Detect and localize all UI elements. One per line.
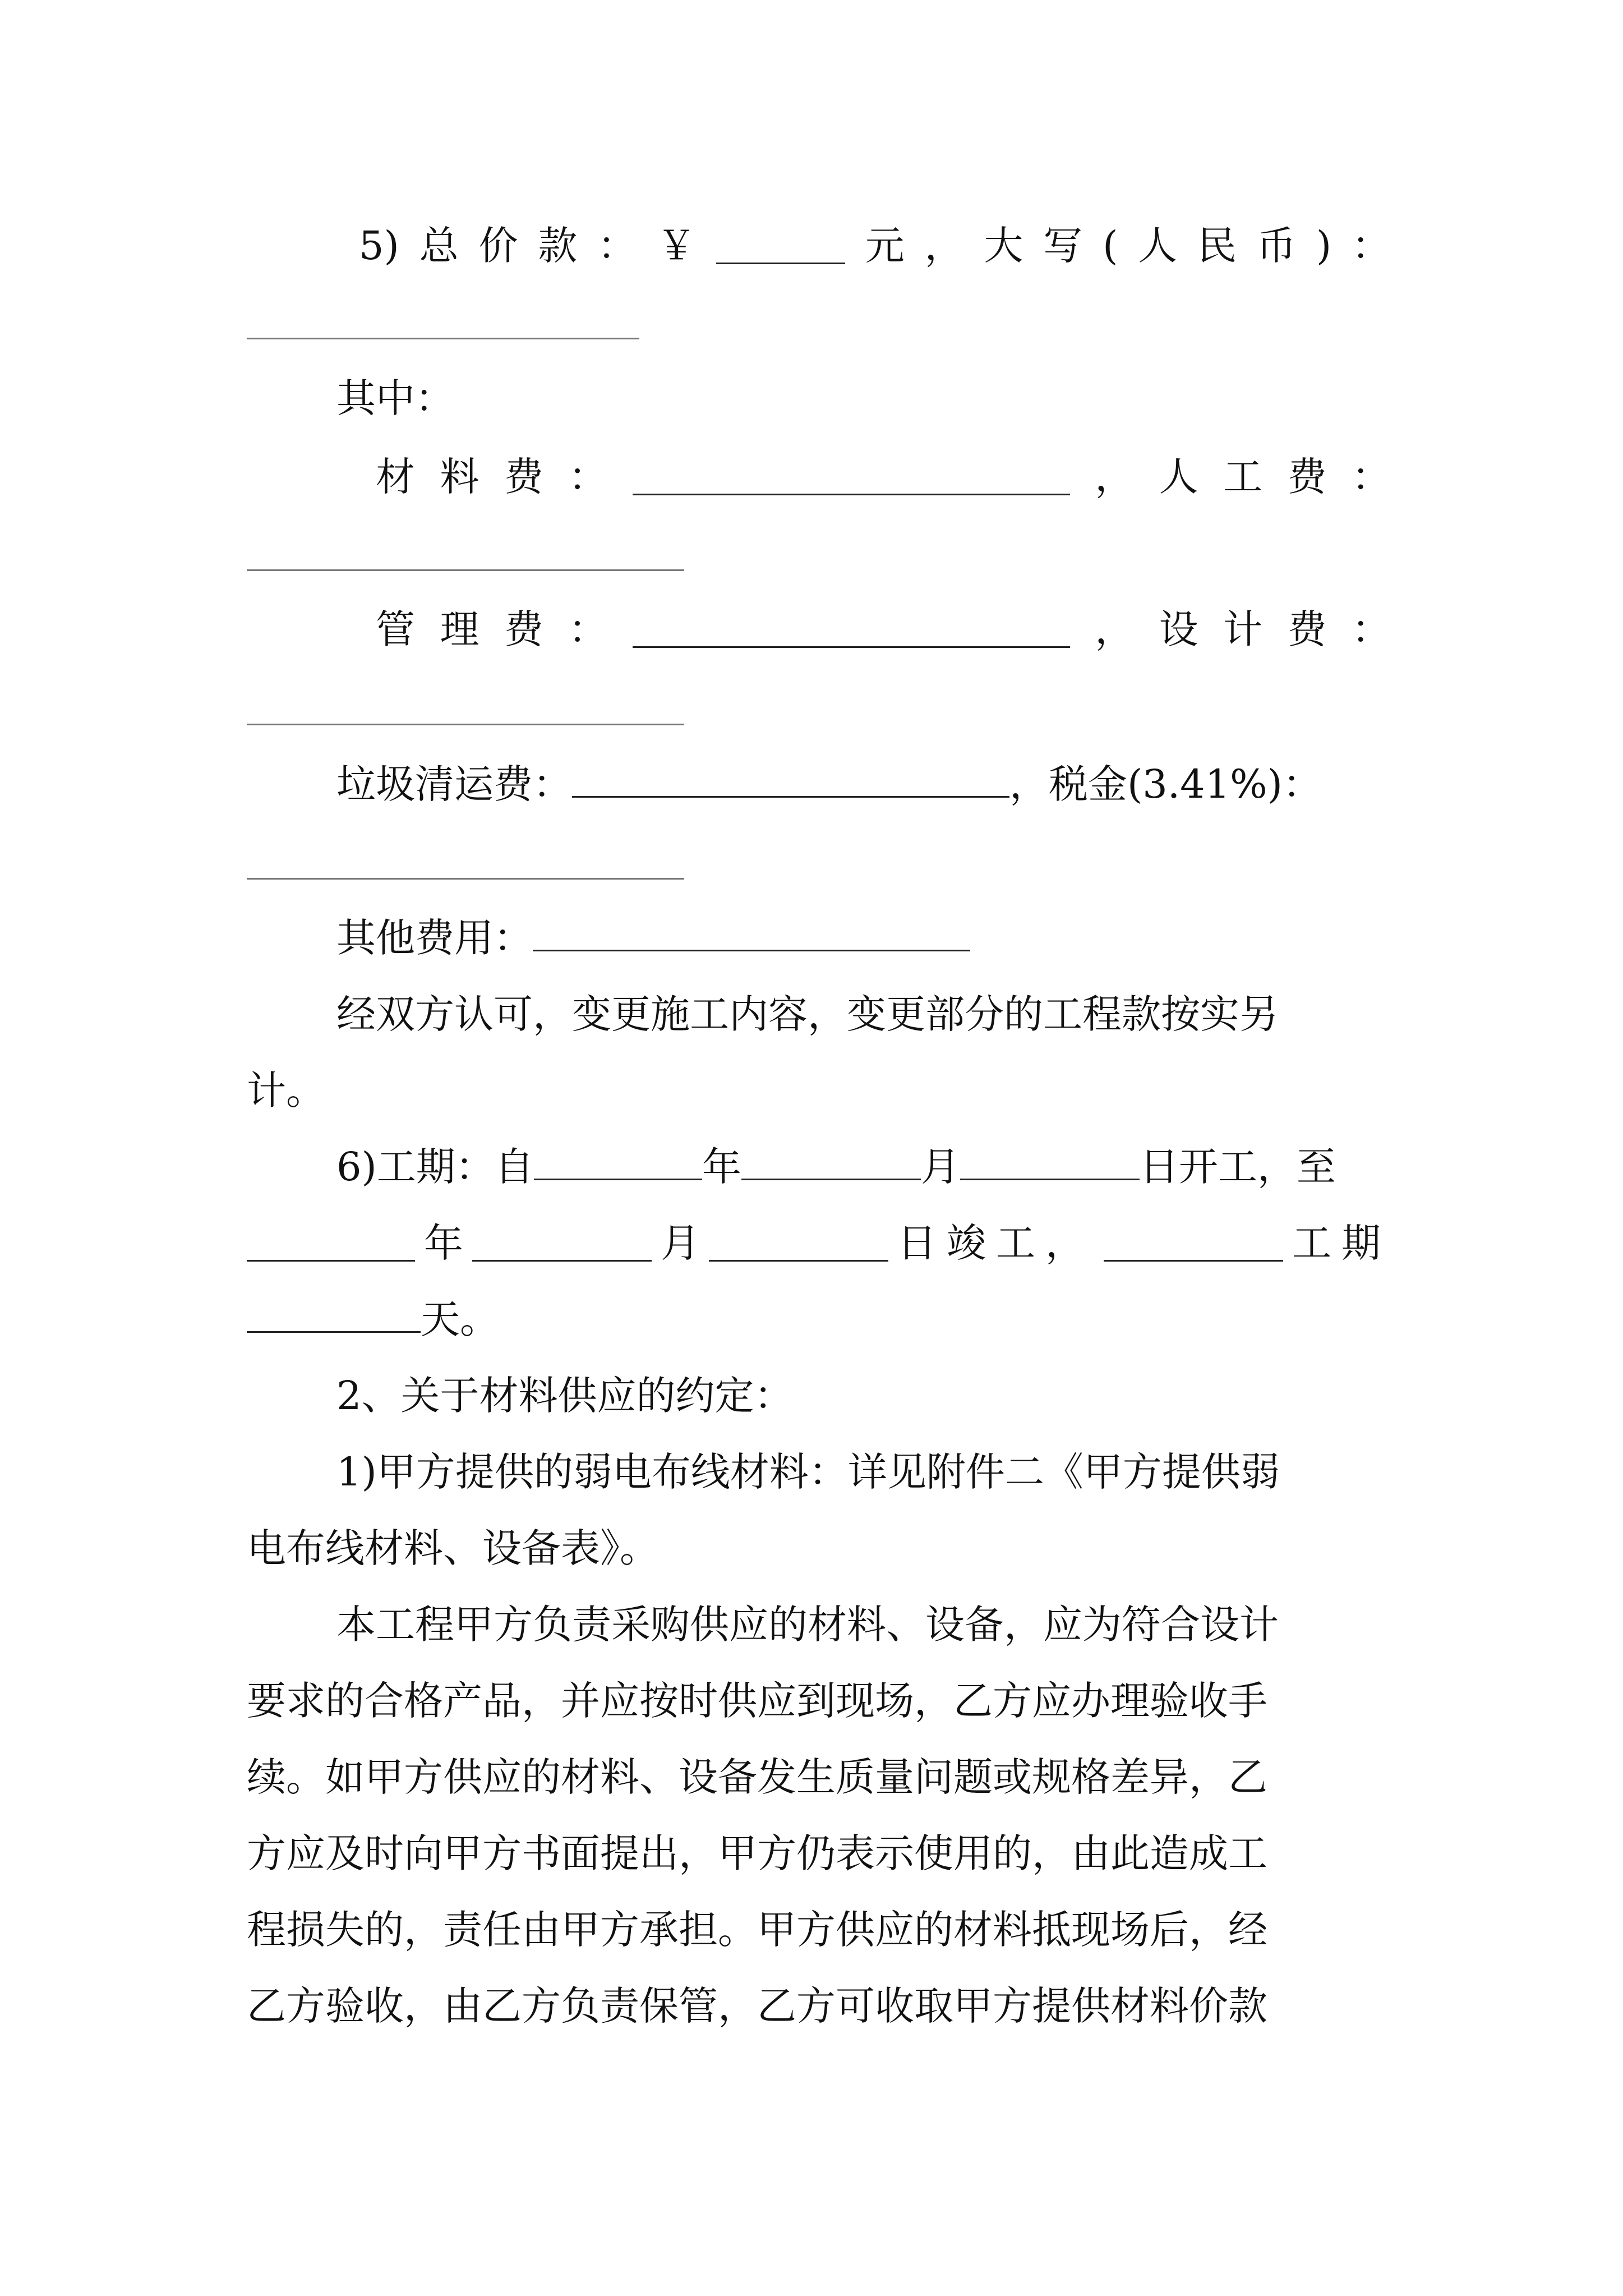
labor-fee-blank[interactable] (247, 569, 684, 571)
management-fee-blank[interactable] (633, 611, 1070, 648)
other-fees-blank[interactable] (533, 915, 970, 951)
material-labor-line: 材 料 费 ： ， 人 工 费 ： (376, 454, 1391, 500)
design-fee-blank[interactable] (247, 724, 684, 725)
item1-line2: 电布线材料、设备表》。 (247, 1525, 659, 1571)
start-day-blank[interactable] (960, 1144, 1140, 1180)
tax-blank[interactable] (247, 878, 684, 880)
garbage-fee-label: 垃圾清运费： (336, 761, 572, 807)
item-number: 5) (359, 223, 399, 269)
other-fees-line (336, 904, 1391, 972)
tax-label: ，税金(3.41%)： (1009, 761, 1322, 807)
para-line3: 续。如甲方供应的材料、设备发生质量问题或规格差异，乙 (247, 1754, 1267, 1800)
amount-blank[interactable] (716, 228, 845, 264)
para-line4: 方应及时向甲方书面提出，甲方仍表示使用的，由此造成工 (247, 1830, 1267, 1876)
amount-words-blank[interactable] (247, 338, 639, 339)
material-fee-blank[interactable] (633, 459, 1070, 495)
garbage-fee-blank[interactable] (572, 761, 1009, 798)
para-line2: 要求的合格产品，并应按时供应到现场，乙方应办理验收手 (247, 1678, 1267, 1724)
among-label: 其中： (336, 375, 454, 421)
period-line1: 6)工期：自 年 月 日开工，至 (336, 1144, 1336, 1190)
change-clause-line1: 经双方认可，变更施工内容，变更部分的工程款按实另 (336, 991, 1279, 1037)
period-line3: 天。 (247, 1286, 1391, 1353)
period-line2: 年 月 日竣工， 工期 (247, 1209, 1391, 1277)
section2-title: 2、关于材料供应的约定： (336, 1373, 794, 1419)
management-design-line: 管 理 费 ： ， 设 计 费 ： (376, 606, 1391, 652)
para-line5: 程损失的，责任由甲方承担。甲方供应的材料抵现场后，经 (247, 1907, 1267, 1953)
days-blank[interactable] (247, 1296, 421, 1333)
yuan-symbol: ￥ (657, 223, 697, 269)
para-line6: 乙方验收，由乙方负责保管，乙方可收取甲方提供材料价款 (247, 1983, 1267, 2029)
item1-line1: 1)甲方提供的弱电布线材料：详见附件二《甲方提供弱 (336, 1449, 1280, 1495)
total-price-line: 5) 总 价 款 ： ￥ 元 ， 大 写 ( 人 民 币 ) ： (359, 212, 1391, 279)
end-year-blank[interactable] (247, 1225, 415, 1262)
other-fees-label: 其他费用： (336, 915, 533, 961)
period-days-blank[interactable] (1104, 1225, 1283, 1262)
garbage-tax-line (336, 751, 1391, 818)
end-month-blank[interactable] (472, 1225, 652, 1262)
start-year-blank[interactable] (534, 1144, 702, 1180)
para-line1: 本工程甲方负责采购供应的材料、设备，应为符合设计 (336, 1602, 1279, 1648)
change-clause-line2: 计。 (247, 1068, 325, 1114)
end-day-blank[interactable] (709, 1225, 888, 1262)
start-month-blank[interactable] (741, 1144, 921, 1180)
